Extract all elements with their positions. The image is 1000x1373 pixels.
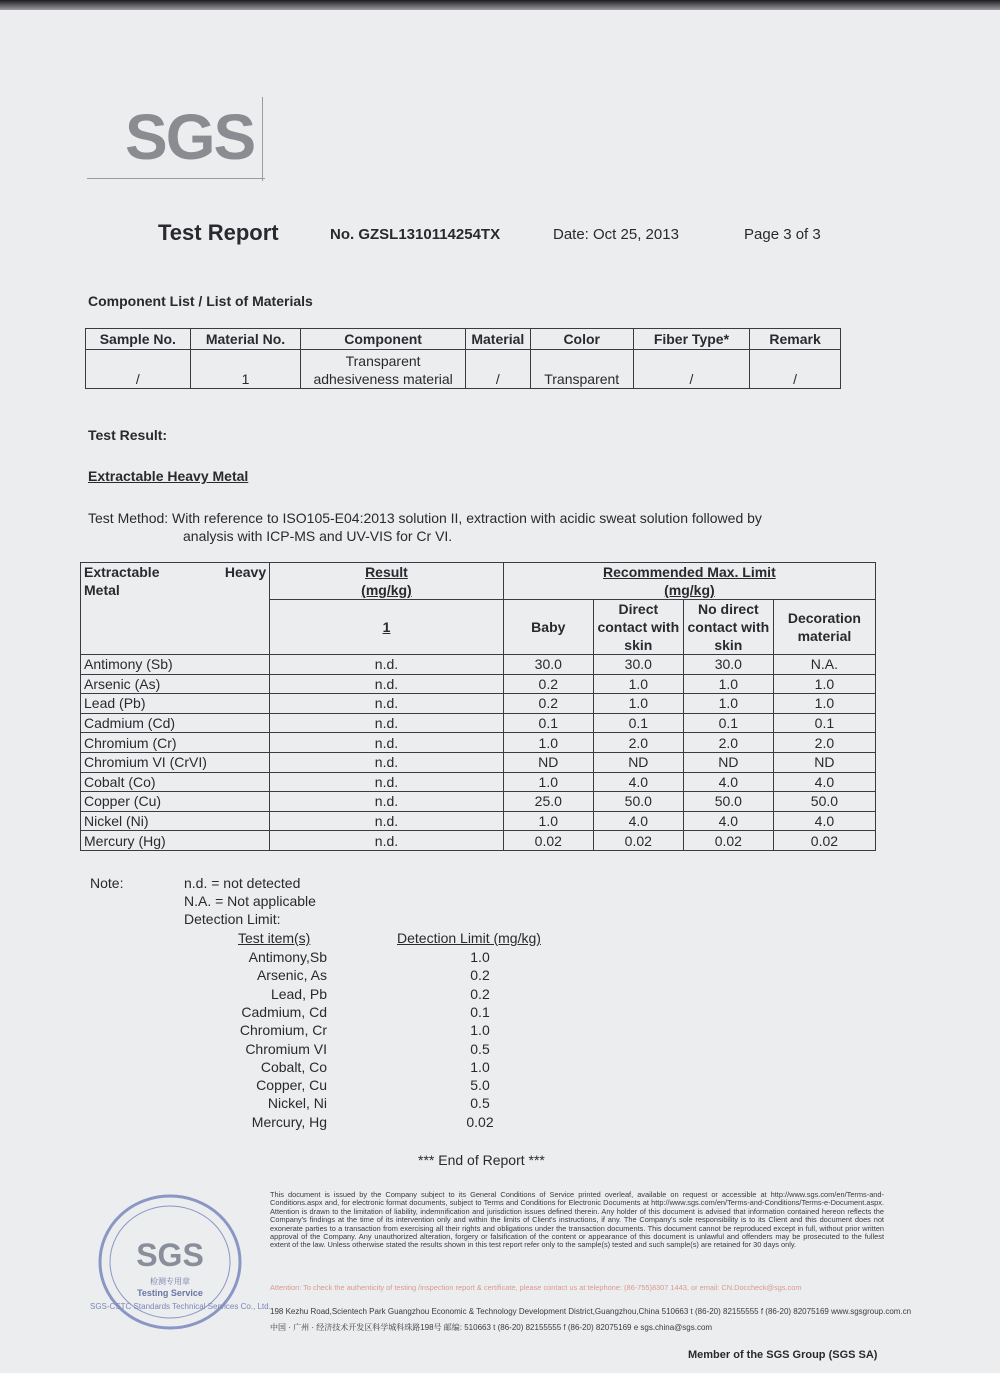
cell-decoration: 0.1 [773,713,875,733]
cell-result: n.d. [270,674,504,694]
scan-top-edge [0,0,1000,10]
detection-item: Antimony,Sb [248,949,327,965]
table-row [81,811,876,831]
cell-decoration: 4.0 [773,772,875,792]
table-row [81,752,876,772]
cell-metal: Nickel (Ni) [81,811,270,831]
table-row [81,792,876,812]
col-decoration-material: Decoration material [773,600,875,655]
logo-divider [262,97,263,181]
note-nd: n.d. = not detected [184,875,301,891]
cell-nodirect: 4.0 [683,811,773,831]
col-material: Material [465,329,530,350]
cell-baby: 1.0 [503,811,593,831]
cell-component [301,350,466,389]
cell-baby: 0.1 [503,713,593,733]
detection-limit-value: 0.5 [470,1040,490,1057]
cell-nodirect: 1.0 [683,674,773,694]
col-result-line-1: Result [365,564,408,580]
col-sample-1: 1 [270,600,504,655]
col-material-no: Material No. [190,329,301,350]
cell-decoration: ND [773,752,875,772]
cell-nodirect: 0.02 [683,831,773,851]
cell-direct: 50.0 [593,792,683,812]
cell-direct: 30.0 [593,655,683,675]
detection-item: Nickel, Ni [267,1095,327,1112]
col-fiber-type: Fiber Type* [633,329,750,350]
address-english: 198 Kezhu Road,Scientech Park Guangzhou Economic & Technology Development District,Guangzhou,China 510663 t (86-20) 82155555 f (86-20) 82075169 www.sgsgroup.com.cn [270,1307,912,1316]
col-sample-no: Sample No. [86,329,191,350]
table-row [86,350,841,389]
detection-col-item: Test item(s) [238,930,311,946]
component-table-header [86,329,841,350]
cell-baby: 0.2 [503,694,593,714]
col-metal-line [84,563,266,581]
detection-limit-value: 0.1 [470,1003,490,1020]
table-row [81,713,876,733]
detection-item: Mercury, Hg [251,1113,327,1130]
cell-direct: 0.1 [593,713,683,733]
col-component: Component [301,329,466,350]
detection-limit-value: 0.5 [470,1095,490,1112]
table-row [81,674,876,694]
legal-disclaimer: This document is issued by the Company subject to its General Conditions of Service printed overleaf, available on request or accessible at http://www.sgs.com/en/Terms-and-Conditions.aspx and, for electronic format documents, subject to Terms and Conditions for Electronic Documents at http://www.sgs.com/en/Terms-and-Conditions/Terms-e-Document.aspx. Attention is drawn to the limitation of liability, indemnification and jurisdiction issues defined therein. Any holder of this document is advised that information contained hereon reflects the Company's findings at the time of its intervention only and within the limits of Client's instructions, if any. The Company's sole responsibility is to its Client and this document does not exonerate parties to a transaction from exercising all their rights and obligations under the transaction documents. This document cannot be reproduced except in full, without prior written approval of the Company. Any unauthorized alteration, forgery or falsification of the content or appearance of this document is unlawful and offenders may be prosecuted to the fullest extent of the law. Unless otherwise stated the results shown in this test report refer only to the sample(s) tested and such sample(s) are retained for 30 days only. [270,1190,884,1250]
cell-direct: 0.02 [593,831,683,851]
col-metal-word-1: Extractable [84,564,160,580]
cell-nodirect: 2.0 [683,733,773,753]
report-title: Test Report [158,220,279,245]
col-color: Color [530,329,633,350]
cell-remark: / [750,350,841,389]
table-row [81,694,876,714]
cell-result: n.d. [270,694,504,714]
detection-col-limit: Detection Limit (mg/kg) [397,930,541,946]
report-date: Date: Oct 25, 2013 [553,226,679,243]
seal-center-text: SGS [136,1237,204,1273]
detection-item: Lead, Pb [270,985,327,1002]
cell-result: n.d. [270,772,504,792]
cell-decoration: 0.02 [773,831,875,851]
sgs-seal-stamp [95,1192,245,1332]
col-limit-line-1: Recommended Max. Limit [603,564,776,580]
cell-metal: Cadmium (Cd) [81,713,270,733]
cell-fiber-type: / [633,350,750,389]
detection-item: Cadmium, Cd [241,1003,327,1020]
component-table [85,328,841,389]
authenticity-notice: Attention: To check the authenticity of testing /inspection report & certificate, please contact us at telephone: (86-755)8307 1443, or email: CN.Doccheck@sgs.com [270,1283,802,1292]
page-number: Page 3 of 3 [744,226,821,243]
detection-item: Chromium VI [245,1040,327,1057]
test-method-line-2: analysis with ICP-MS and UV-VIS for Cr VI. [183,528,453,544]
cell-baby: 25.0 [503,792,593,812]
test-method [88,509,878,545]
cell-direct: 4.0 [593,772,683,792]
component-line-2: adhesiveness material [313,371,453,387]
component-line-1: Transparent [345,353,421,369]
detection-item: Copper, Cu [256,1077,327,1094]
detection-limit-value: 5.0 [470,1077,490,1094]
cell-baby: ND [503,752,593,772]
cell-result: n.d. [270,733,504,753]
cell-baby: 1.0 [503,772,593,792]
extractable-heavy-metal-heading: Extractable Heavy Metal [88,468,249,484]
cell-material-no: 1 [190,350,301,389]
seal-sub-cn: 检测专用章 [150,1277,190,1286]
logo-underline [87,178,265,179]
table-row [81,655,876,675]
cell-decoration: 50.0 [773,792,875,812]
col-recommended-limit [503,563,875,600]
col-metal-word-3: Metal [84,582,120,598]
cell-metal: Antimony (Sb) [81,655,270,675]
cell-metal: Mercury (Hg) [81,831,270,851]
seal-tail-text: SGS-CSTC Standards Technical Services Co., Ltd. [90,1302,271,1311]
cell-decoration: 1.0 [773,694,875,714]
detection-limit-value: 0.2 [470,967,490,984]
cell-decoration: 4.0 [773,811,875,831]
cell-baby: 0.2 [503,674,593,694]
note-na: N.A. = Not applicable [184,893,316,909]
cell-metal: Cobalt (Co) [81,772,270,792]
cell-material: / [465,350,530,389]
cell-direct: 1.0 [593,674,683,694]
col-baby: Baby [503,600,593,655]
end-of-report: *** End of Report *** [418,1152,545,1168]
col-metal [81,563,270,655]
detection-limit-value: 1.0 [470,1022,490,1039]
col-no-direct-contact: No direct contact with skin [683,600,773,655]
cell-nodirect: 4.0 [683,772,773,792]
cell-nodirect: 30.0 [683,655,773,675]
col-limit-line-2: (mg/kg) [664,582,715,598]
component-list-heading: Component List / List of Materials [88,293,313,309]
table-row [81,831,876,851]
cell-nodirect: 1.0 [683,694,773,714]
seal-sub-en: Testing Service [137,1288,203,1298]
cell-result: n.d. [270,831,504,851]
cell-metal: Copper (Cu) [81,792,270,812]
cell-direct: 2.0 [593,733,683,753]
detection-limit-value: 0.02 [466,1113,494,1130]
test-method-line-1: With reference to ISO105-E04:2013 solution II, extraction with acidic sweat solution followed by [172,510,762,526]
detection-limit-value: 0.2 [470,985,490,1002]
cell-metal: Lead (Pb) [81,694,270,714]
detection-item: Cobalt, Co [260,1058,327,1075]
cell-metal: Arsenic (As) [81,674,270,694]
note-label: Note: [90,875,124,891]
address-chinese: 中国 · 广州 · 经济技术开发区科学城科珠路198号 邮编: 510663 t (86-20) 82155555 f (86-20) 82075169 e sgs.china@sgs.com [270,1323,713,1332]
report-number: No. GZSL1310114254TX [330,226,501,243]
cell-metal: Chromium (Cr) [81,733,270,753]
cell-decoration: 2.0 [773,733,875,753]
cell-result: n.d. [270,713,504,733]
metal-table-header-1 [81,563,876,600]
cell-result: n.d. [270,655,504,675]
detection-limit-value: 1.0 [470,1058,490,1075]
cell-metal: Chromium VI (CrVI) [81,752,270,772]
col-metal-word-2: Heavy [224,564,267,580]
cell-direct: 1.0 [593,694,683,714]
cell-color: Transparent [530,350,633,389]
sgs-group-member: Member of the SGS Group (SGS SA) [688,1349,878,1361]
test-result-heading: Test Result: [88,427,168,443]
note-detection-limit: Detection Limit: [184,911,281,927]
detection-limit-value: 1.0 [470,949,490,965]
cell-nodirect: 0.1 [683,713,773,733]
metal-table-body [81,655,876,851]
col-direct-contact: Direct contact with skin [593,600,683,655]
cell-baby: 1.0 [503,733,593,753]
heavy-metal-table [80,562,876,851]
cell-direct: ND [593,752,683,772]
table-row [81,772,876,792]
cell-result: n.d. [270,792,504,812]
detection-item: Chromium, Cr [239,1022,327,1039]
col-remark: Remark [750,329,841,350]
test-method-label: Test Method: [88,510,169,526]
cell-decoration: 1.0 [773,674,875,694]
cell-result: n.d. [270,752,504,772]
cell-result: n.d. [270,811,504,831]
cell-sample-no: / [86,350,191,389]
cell-baby: 30.0 [503,655,593,675]
cell-direct: 4.0 [593,811,683,831]
col-result [270,563,504,600]
detection-item: Arsenic, As [256,967,327,984]
col-result-line-2: (mg/kg) [361,582,412,598]
sgs-logo: SGS [125,101,255,173]
cell-nodirect: ND [683,752,773,772]
cell-decoration: N.A. [773,655,875,675]
cell-baby: 0.02 [503,831,593,851]
table-row [81,733,876,753]
cell-nodirect: 50.0 [683,792,773,812]
